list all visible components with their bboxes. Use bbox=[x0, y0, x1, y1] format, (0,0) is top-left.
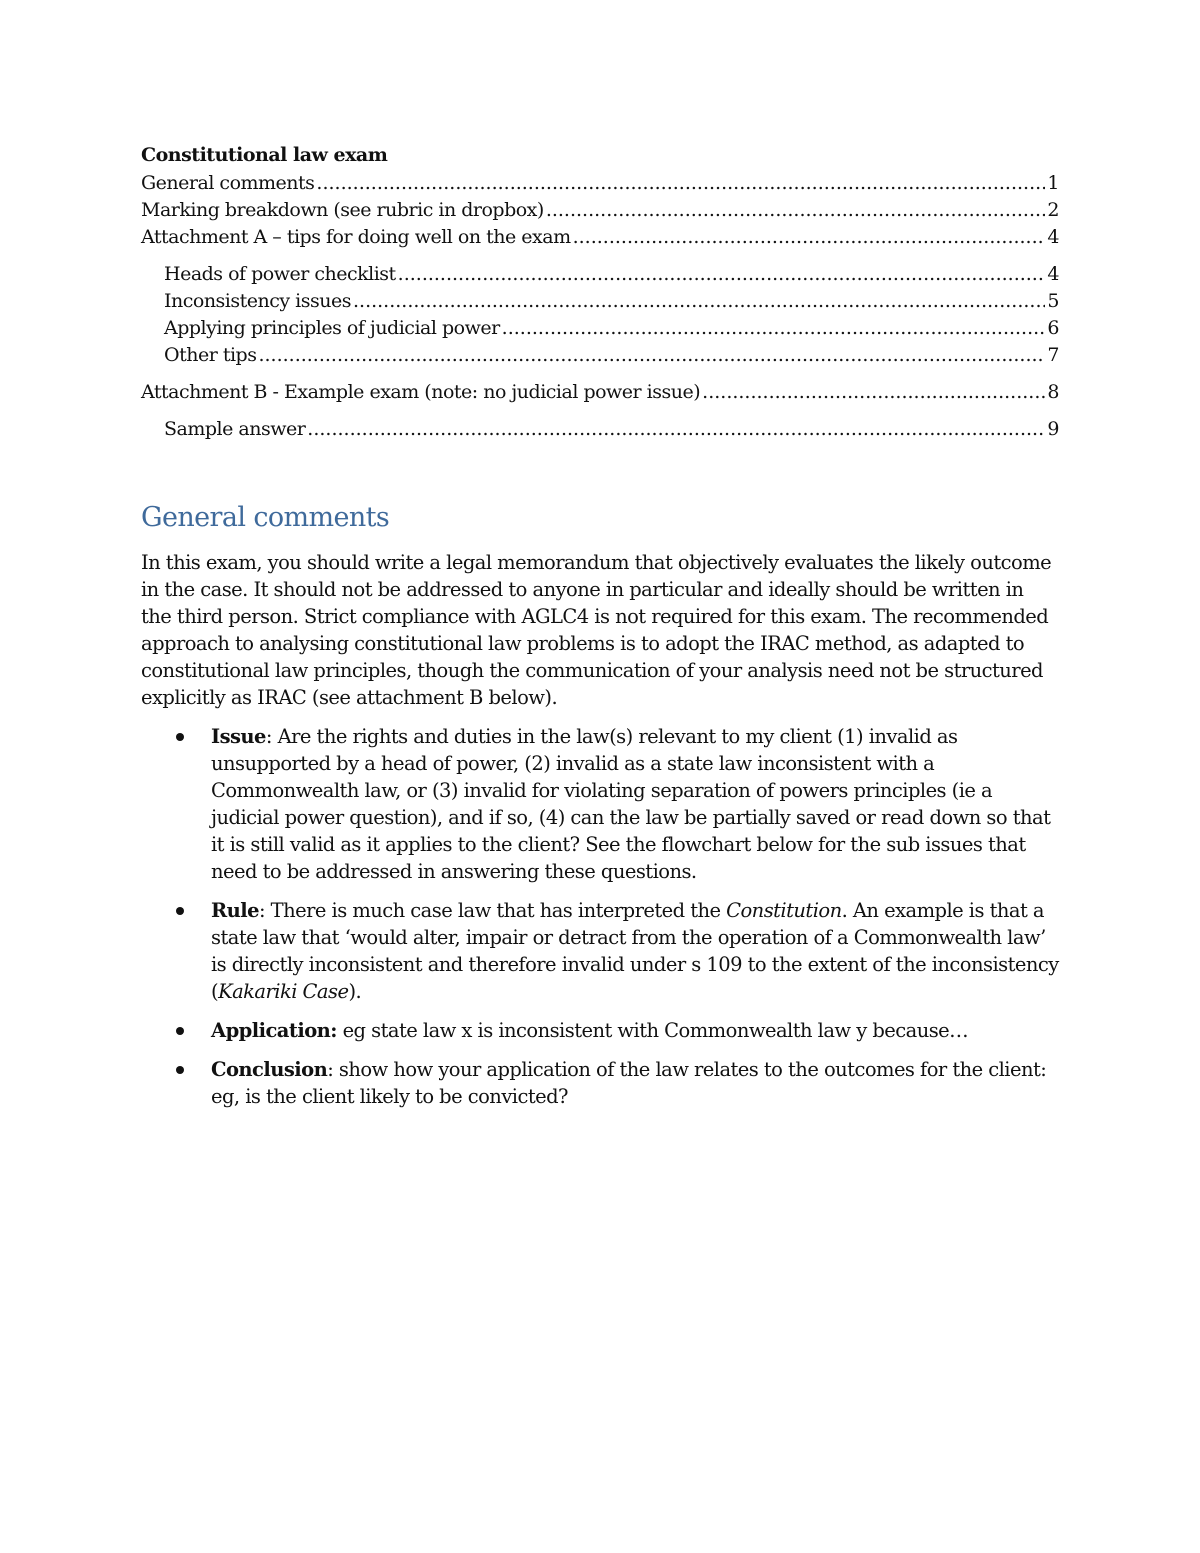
toc-entry-page: 6 bbox=[1047, 317, 1059, 339]
toc-leader-dots bbox=[316, 170, 1045, 197]
toc-entry-text: Attachment B - Example exam (note: no judicial power issue) bbox=[141, 381, 701, 403]
bullet-dot-icon bbox=[176, 733, 184, 741]
document-page bbox=[141, 140, 1059, 1122]
toc-entry-other-tips[interactable] bbox=[141, 342, 1059, 369]
toc-leader-dots bbox=[353, 288, 1045, 315]
toc-entry-page: 4 bbox=[1047, 263, 1059, 285]
toc-leader-dots bbox=[546, 197, 1046, 224]
bullet-issue bbox=[141, 723, 1059, 885]
toc-entry-text: Other tips bbox=[164, 344, 257, 366]
toc-entry-inconsistency-issues[interactable] bbox=[141, 288, 1059, 315]
toc-entry-attachment-a[interactable] bbox=[141, 224, 1059, 251]
toc-entry-marking-breakdown[interactable] bbox=[141, 197, 1059, 224]
table-of-contents bbox=[141, 170, 1059, 443]
bullet-label: Conclusion bbox=[211, 1058, 328, 1081]
bullet-label: Issue bbox=[211, 725, 266, 748]
toc-entry-text: Attachment A – tips for doing well on the exam bbox=[141, 226, 571, 248]
toc-entry-page: 4 bbox=[1047, 226, 1059, 248]
bullet-text: : There is much case law that has interpreted the bbox=[259, 899, 727, 922]
bullet-label: Application: bbox=[211, 1019, 337, 1042]
toc-title: Constitutional law exam bbox=[141, 144, 388, 166]
bullet-application bbox=[141, 1017, 1059, 1044]
intro-paragraph: In this exam, you should write a legal memorandum that objectively evaluates the likely outcome in the case. It should not be addressed to anyone in particular and ideally should be written in the third person. Strict compliance with AGLC4 is not required for this exam. The recommended approach to analysing constitutional law problems is to adopt the IRAC method, as adapted to constitutional law principles, though the communication of your analysis need not be structured explicitly as IRAC (see attachment B below). bbox=[141, 551, 1052, 709]
toc-entry-page: 5 bbox=[1047, 290, 1059, 312]
toc-leader-dots bbox=[573, 224, 1046, 251]
bullet-italic-text: Kakariki Case bbox=[218, 980, 349, 1003]
bullet-dot-icon bbox=[176, 1066, 184, 1074]
toc-entry-attachment-b[interactable] bbox=[141, 379, 1059, 406]
toc-entry-judicial-power[interactable] bbox=[141, 315, 1059, 342]
toc-leader-dots bbox=[702, 379, 1045, 406]
toc-leader-dots bbox=[258, 342, 1045, 369]
toc-entry-text: Marking breakdown (see rubric in dropbox) bbox=[141, 199, 544, 221]
bullet-dot-icon bbox=[176, 1027, 184, 1035]
toc-entry-heads-of-power[interactable] bbox=[141, 261, 1059, 288]
toc-entry-text: Sample answer bbox=[164, 418, 306, 440]
irac-bullet-list bbox=[141, 723, 1059, 1110]
toc-entry-page: 7 bbox=[1047, 344, 1059, 366]
bullet-text: ). bbox=[348, 980, 362, 1003]
toc-entry-text: Heads of power checklist bbox=[164, 263, 396, 285]
bullet-text: : show how your application of the law relates to the outcomes for the client: eg, is the client likely to be convicted? bbox=[211, 1058, 1047, 1108]
section-heading: General comments bbox=[141, 502, 390, 533]
bullet-conclusion bbox=[141, 1056, 1059, 1110]
toc-leader-dots bbox=[398, 261, 1046, 288]
toc-leader-dots bbox=[307, 416, 1045, 443]
toc-entry-text: Applying principles of judicial power bbox=[164, 317, 500, 339]
toc-entry-general-comments[interactable] bbox=[141, 170, 1059, 197]
toc-entry-text: Inconsistency issues bbox=[164, 290, 351, 312]
bullet-dot-icon bbox=[176, 907, 184, 915]
bullet-rule bbox=[141, 897, 1059, 1005]
toc-entry-sample-answer[interactable] bbox=[141, 416, 1059, 443]
toc-entry-page: 8 bbox=[1047, 381, 1059, 403]
bullet-label: Rule bbox=[211, 899, 259, 922]
toc-entry-page: 9 bbox=[1047, 418, 1059, 440]
toc-entry-text: General comments bbox=[141, 172, 315, 194]
bullet-text: eg state law x is inconsistent with Commonwealth law y because… bbox=[336, 1019, 969, 1042]
toc-leader-dots bbox=[502, 315, 1046, 342]
bullet-text: . An example is that a state law that ‘would alter, impair or detract from the operation of a Commonwealth law’ is directly inconsistent and therefore invalid under s 109 to the extent of the inconsistency ( bbox=[211, 899, 1059, 1003]
bullet-text: : Are the rights and duties in the law(s) relevant to my client (1) invalid as unsupported by a head of power, (2) invalid as a state law inconsistent with a Commonwealth law, or (3) invalid for violating separation of powers principles (ie a judicial power question), and if so, (4) can the law be partially saved or read down so that it is still valid as it applies to the client? See the flowchart below for the sub issues that need to be addressed in answering these questions. bbox=[211, 725, 1051, 883]
toc-entry-page: 1 bbox=[1047, 172, 1059, 194]
toc-entry-page: 2 bbox=[1047, 199, 1059, 221]
bullet-italic-text: Constitution bbox=[726, 899, 842, 922]
